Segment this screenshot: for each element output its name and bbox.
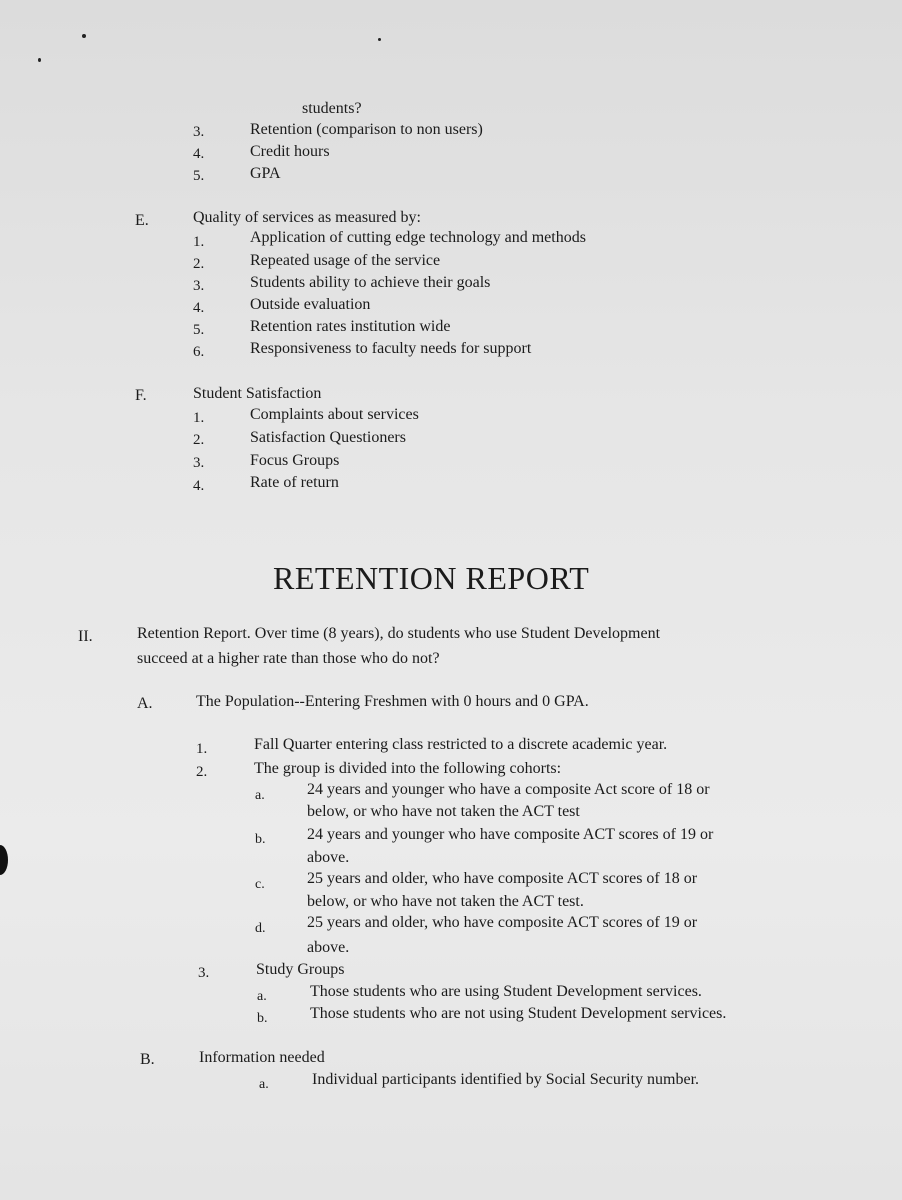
sub-letter: a. (259, 1077, 269, 1092)
list-number: 2. (196, 764, 208, 780)
section-heading: Student Satisfaction (193, 385, 322, 402)
list-number: 2. (193, 432, 205, 448)
paper-speck (378, 38, 381, 41)
report-question-line1: Retention Report. Over time (8 years), do students who use Student Development (137, 625, 661, 642)
list-number: 6. (193, 344, 205, 360)
list-item: Credit hours (250, 143, 330, 160)
section-heading: The Population--Entering Freshmen with 0 hours and 0 GPA. (196, 693, 589, 710)
paper-speck (82, 34, 86, 38)
sub-letter: c. (255, 877, 265, 892)
sub-item-line2: above. (307, 849, 350, 866)
list-number: 5. (193, 168, 205, 184)
list-item: GPA (250, 165, 281, 182)
list-item: Focus Groups (250, 452, 340, 469)
list-item: The group is divided into the following cohorts: (254, 760, 562, 777)
sub-item-line2: above. (307, 939, 350, 956)
sub-letter: d. (255, 921, 266, 936)
list-item: Repeated usage of the service (250, 252, 441, 269)
list-item: Complaints about services (250, 406, 419, 423)
list-item: Retention rates institution wide (250, 318, 451, 335)
list-item: Students ability to achieve their goals (250, 274, 491, 291)
punch-hole-shadow (0, 845, 8, 875)
list-number: 1. (193, 410, 205, 426)
sub-item-line1: 24 years and younger who have composite ACT scores of 19 or (307, 826, 714, 843)
sub-letter: b. (255, 832, 266, 847)
sub-item: Individual participants identified by Social Security number. (312, 1071, 700, 1088)
list-item: Satisfaction Questioners (250, 429, 406, 446)
report-question-line2: succeed at a higher rate than those who do not? (137, 650, 440, 667)
list-number: 3. (193, 124, 205, 140)
list-number: 4. (193, 478, 205, 494)
sub-item-line1: 25 years and older, who have composite ACT scores of 19 or (307, 914, 698, 931)
roman-numeral: II. (78, 628, 93, 645)
section-letter: A. (137, 695, 153, 712)
section-letter: F. (135, 387, 147, 404)
list-number: 5. (193, 322, 205, 338)
list-number: 1. (193, 234, 205, 250)
list-number: 4. (193, 300, 205, 316)
sub-letter: b. (257, 1011, 268, 1026)
section-heading: Information needed (199, 1049, 325, 1066)
section-letter: B. (140, 1051, 155, 1068)
sub-item: Those students who are not using Student Development services. (310, 1005, 727, 1022)
list-item: Outside evaluation (250, 296, 371, 313)
list-number: 3. (193, 278, 205, 294)
sub-letter: a. (255, 788, 265, 803)
list-number: 1. (196, 741, 208, 757)
sub-item-line1: 25 years and older, who have composite ACT scores of 18 or (307, 870, 698, 887)
sub-letter: a. (257, 989, 267, 1004)
sub-item: Those students who are using Student Development services. (310, 983, 702, 1000)
list-number: 3. (193, 455, 205, 471)
section-letter: E. (135, 212, 149, 229)
section-heading: Quality of services as measured by: (193, 209, 421, 226)
list-item: Retention (comparison to non users) (250, 121, 483, 138)
continuation-text: students? (302, 100, 362, 117)
list-item: Application of cutting edge technology and methods (250, 229, 586, 246)
list-number: 3. (198, 965, 210, 981)
paper-speck (38, 58, 41, 62)
sub-item-line2: below, or who have not taken the ACT test (307, 803, 580, 820)
sub-item-line2: below, or who have not taken the ACT test. (307, 893, 584, 910)
list-item: Study Groups (256, 961, 345, 978)
list-item: Fall Quarter entering class restricted to a discrete academic year. (254, 736, 668, 753)
sub-item-line1: 24 years and younger who have a composite Act score of 18 or (307, 781, 710, 798)
list-number: 4. (193, 146, 205, 162)
list-number: 2. (193, 256, 205, 272)
list-item: Rate of return (250, 474, 339, 491)
page-title: RETENTION REPORT (273, 560, 590, 596)
list-item: Responsiveness to faculty needs for support (250, 340, 532, 357)
